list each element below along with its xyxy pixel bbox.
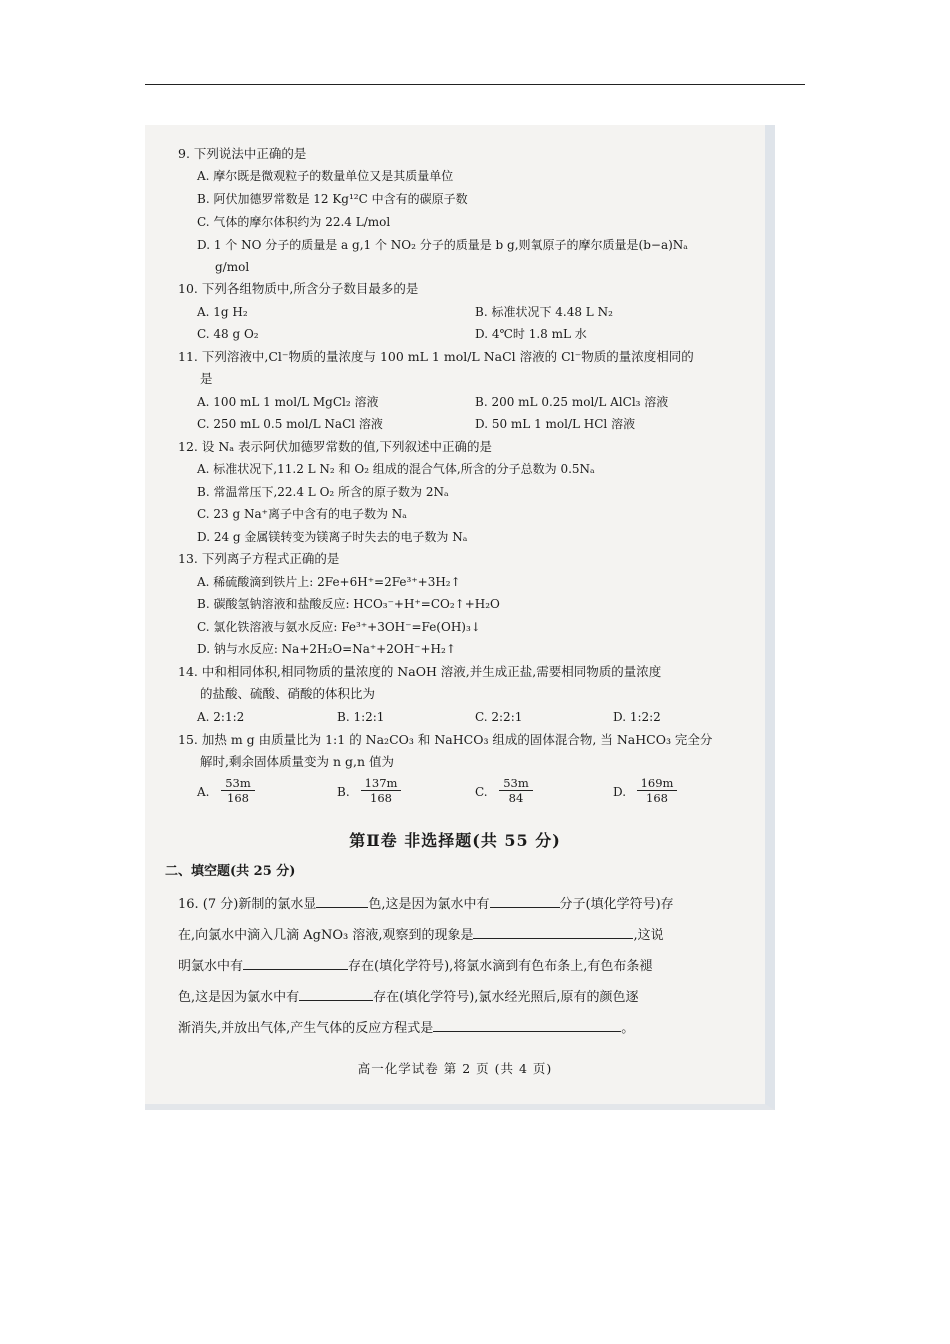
question-10-stem: 10. 下列各组物质中,所含分子数目最多的是 bbox=[178, 281, 419, 296]
question-9-stem: 9. 下列说法中正确的是 bbox=[178, 146, 307, 161]
question-16-line-5 bbox=[178, 1019, 634, 1038]
question-12-option-b: B. 常温常压下,22.4 L O₂ 所含的原子数为 2Nₐ bbox=[197, 485, 449, 499]
page-footer: 高一化学试卷 第 2 页 (共 4 页) bbox=[357, 1061, 553, 1076]
question-15-option-a-label: A. bbox=[197, 785, 210, 799]
question-16-line-3 bbox=[178, 957, 652, 976]
question-16-text: 分子(填化学符号)存 bbox=[559, 897, 674, 912]
answer-blank[interactable] bbox=[299, 988, 373, 1001]
question-14-stem-cont: 的盐酸、硫酸、硝酸的体积比为 bbox=[200, 686, 376, 701]
fraction-numerator: 137m bbox=[361, 776, 401, 791]
question-9-option-d-cont: g/mol bbox=[215, 260, 250, 274]
answer-blank[interactable] bbox=[433, 1019, 621, 1032]
question-16-text: 渐消失,并放出气体,产生气体的反应方程式是 bbox=[178, 1021, 434, 1036]
question-12-option-c: C. 23 g Na⁺离子中含有的电子数为 Nₐ bbox=[197, 507, 407, 521]
fraction-denominator: 84 bbox=[508, 791, 524, 805]
question-16-text: 色,这是因为氯水中有 bbox=[178, 990, 300, 1005]
exam-page bbox=[145, 125, 775, 1110]
question-10-option-b: B. 标准状况下 4.48 L N₂ bbox=[475, 305, 613, 319]
question-16-text: ,这说 bbox=[633, 928, 664, 943]
section-2-title: 第Ⅱ卷 非选择题(共 55 分) bbox=[349, 831, 561, 850]
question-15-option-d-label: D. bbox=[613, 785, 627, 799]
question-12-option-d: D. 24 g 金属镁转变为镁离子时失去的电子数为 Nₐ bbox=[197, 530, 468, 544]
question-15-option-c-label: C. bbox=[475, 785, 488, 799]
question-10-option-a: A. 1g H₂ bbox=[197, 305, 248, 319]
question-14-option-a: A. 2:1:2 bbox=[197, 710, 245, 724]
question-16-text: 在,向氯水中滴入几滴 AgNO₃ 溶液,观察到的现象是 bbox=[178, 928, 474, 943]
question-9-option-c: C. 气体的摩尔体积约为 22.4 L/mol bbox=[197, 215, 391, 229]
question-15-stem-cont: 解时,剩余固体质量变为 n g,n 值为 bbox=[200, 754, 394, 769]
question-11-stem-cont: 是 bbox=[200, 371, 213, 386]
question-15-option-a-fraction bbox=[221, 776, 255, 805]
question-16-text: 色,这是因为氯水中有 bbox=[368, 897, 490, 912]
question-16-line-4 bbox=[178, 988, 639, 1007]
question-15-option-c-fraction bbox=[499, 776, 533, 805]
question-16-text: 16. (7 分)新制的氯水显 bbox=[178, 897, 317, 912]
question-16-text: 明氯水中有 bbox=[178, 959, 244, 974]
fraction-numerator: 53m bbox=[221, 776, 255, 791]
question-13-stem: 13. 下列离子方程式正确的是 bbox=[178, 551, 340, 566]
question-11-option-d: D. 50 mL 1 mol/L HCl 溶液 bbox=[475, 417, 636, 431]
top-rule bbox=[145, 84, 805, 85]
question-16-text: 存在(填化学符号),氯水经光照后,原有的颜色逐 bbox=[373, 990, 639, 1005]
question-13-option-d: D. 钠与水反应: Na+2H₂O=Na⁺+2OH⁻+H₂↑ bbox=[197, 642, 456, 656]
answer-blank[interactable] bbox=[473, 926, 633, 939]
question-12-option-a: A. 标准状况下,11.2 L N₂ 和 O₂ 组成的混合气体,所含的分子总数为 0.5Nₐ bbox=[197, 462, 595, 476]
question-16-text: 。 bbox=[621, 1021, 635, 1036]
question-13-option-a: A. 稀硫酸滴到铁片上: 2Fe+6H⁺=2Fe³⁺+3H₂↑ bbox=[197, 575, 461, 589]
question-10-option-c: C. 48 g O₂ bbox=[197, 327, 259, 341]
question-13-option-b: B. 碳酸氢钠溶液和盐酸反应: HCO₃⁻+H⁺=CO₂↑+H₂O bbox=[197, 597, 500, 611]
section-2-subtitle: 二、填空题(共 25 分) bbox=[165, 864, 296, 879]
question-14-stem: 14. 中和相同体积,相同物质的量浓度的 NaOH 溶液,并生成正盐,需要相同物质的量浓度 bbox=[178, 664, 662, 679]
question-16-line-2 bbox=[178, 926, 664, 945]
question-15-stem: 15. 加热 m g 由质量比为 1:1 的 Na₂CO₃ 和 NaHCO₃ 组成的固体混合物, 当 NaHCO₃ 完全分 bbox=[178, 732, 713, 747]
question-15-option-b-fraction bbox=[361, 776, 401, 805]
question-11-stem: 11. 下列溶液中,Cl⁻物质的量浓度与 100 mL 1 mol/L NaCl 溶液的 Cl⁻物质的量浓度相同的 bbox=[178, 349, 694, 364]
answer-blank[interactable] bbox=[243, 957, 348, 970]
question-12-stem: 12. 设 Nₐ 表示阿伏加德罗常数的值,下列叙述中正确的是 bbox=[178, 439, 493, 454]
question-9-option-b: B. 阿伏加德罗常数是 12 Kg¹²C 中含有的碳原子数 bbox=[197, 192, 468, 206]
question-16-line-1 bbox=[178, 895, 674, 914]
fraction-numerator: 169m bbox=[637, 776, 677, 791]
fraction-denominator: 168 bbox=[646, 791, 668, 805]
answer-blank[interactable] bbox=[490, 895, 560, 908]
fraction-denominator: 168 bbox=[227, 791, 249, 805]
question-15-option-d-fraction bbox=[637, 776, 677, 805]
question-13-option-c: C. 氯化铁溶液与氨水反应: Fe³⁺+3OH⁻=Fe(OH)₃↓ bbox=[197, 620, 481, 634]
question-11-option-c: C. 250 mL 0.5 mol/L NaCl 溶液 bbox=[197, 417, 383, 431]
question-14-option-c: C. 2:2:1 bbox=[475, 710, 523, 724]
question-9-option-d: D. 1 个 NO 分子的质量是 a g,1 个 NO₂ 分子的质量是 b g,则氧原子的摩尔质量是(b−a)Nₐ bbox=[197, 238, 688, 252]
question-14-option-d: D. 1:2:2 bbox=[613, 710, 661, 724]
question-11-option-b: B. 200 mL 0.25 mol/L AlCl₃ 溶液 bbox=[475, 395, 669, 409]
fraction-denominator: 168 bbox=[370, 791, 392, 805]
fraction-numerator: 53m bbox=[499, 776, 533, 791]
question-11-option-a: A. 100 mL 1 mol/L MgCl₂ 溶液 bbox=[197, 395, 379, 409]
question-15-option-b-label: B. bbox=[337, 785, 350, 799]
question-14-option-b: B. 1:2:1 bbox=[337, 710, 385, 724]
question-16-text: 存在(填化学符号),将氯水滴到有色布条上,有色布条褪 bbox=[348, 959, 653, 974]
question-10-option-d: D. 4℃时 1.8 mL 水 bbox=[475, 327, 587, 341]
answer-blank[interactable] bbox=[316, 895, 368, 908]
question-9-option-a: A. 摩尔既是微观粒子的数量单位又是其质量单位 bbox=[197, 169, 454, 183]
